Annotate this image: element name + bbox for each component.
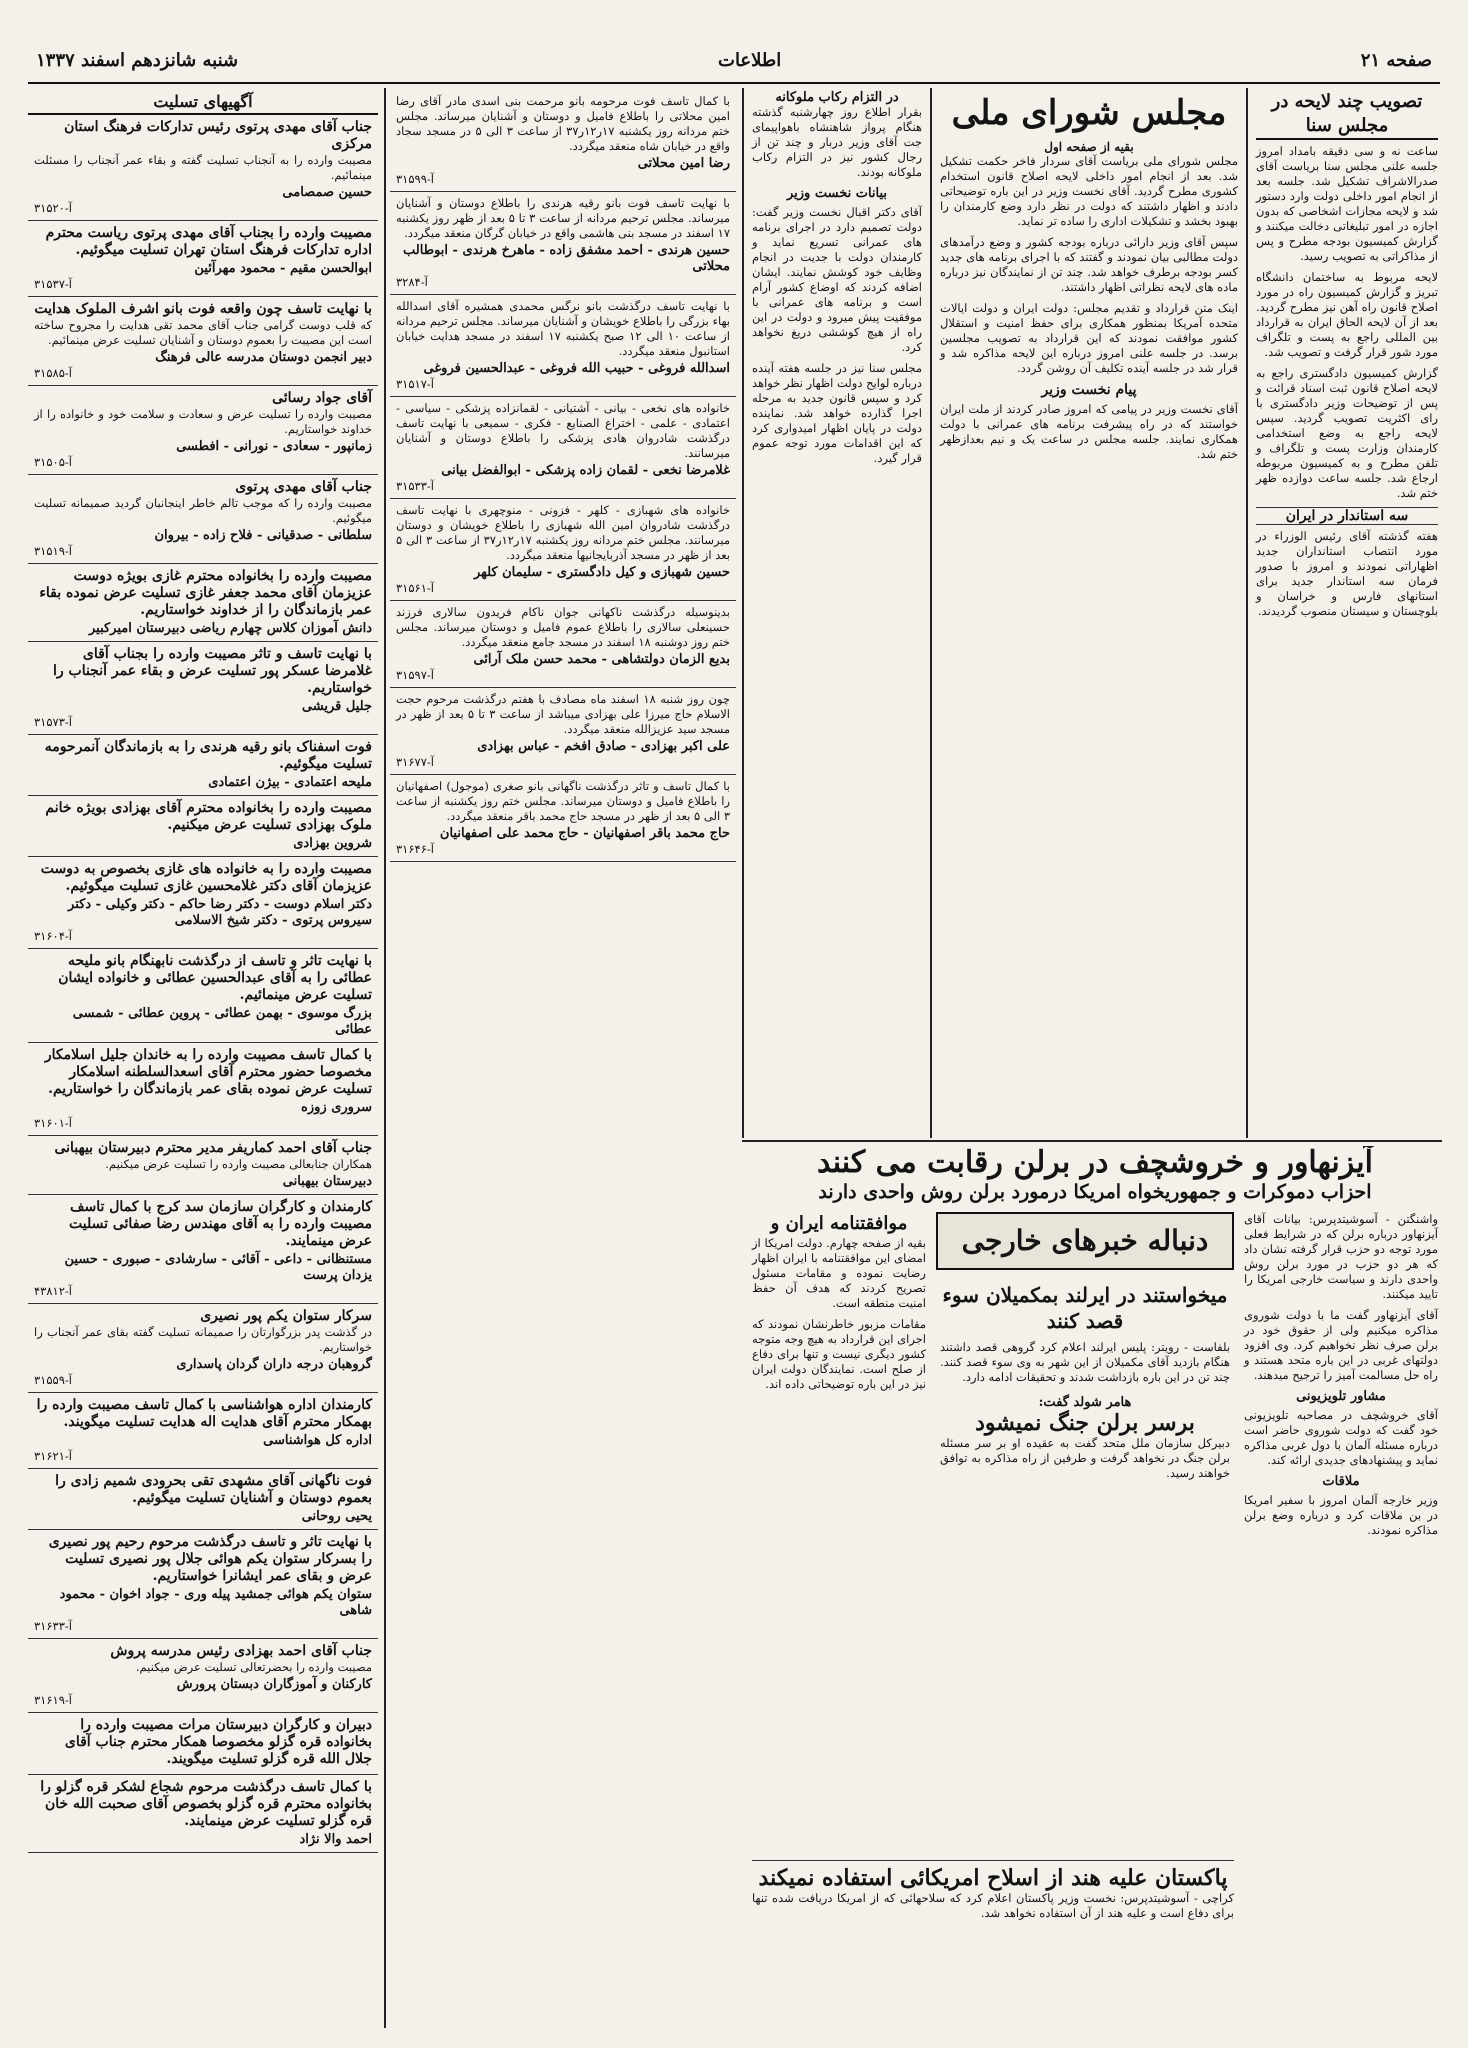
date-line: شنبه شانزدهم اسفند ۱۳۳۷ [36, 50, 239, 71]
ad-title: مصیبت وارده را بخانواده محترم آقای بهزادی بویژه خانم ملوک بهزادی تسلیت عرض میکنیم. [45, 800, 372, 833]
article-body: دبیرکل سازمان ملل متحد گفت به عقیده او بر سر مسئله برلن جنگ در نخواهد گرفت و طرفین از راه مذاکره به توافق خواهند رسید. [940, 1436, 1230, 1480]
article-body: لایحه مربوط به ساختمان دانشگاه تبریز و گزارش کمیسیون راه در مورد اصلاح قانون راه آهن نیز مطرح گردید. بعد از آن لایحه الحاق ایران به قرارداد بین المللی راجع به پست و تلگراف مورد شور قرار گرفت و تصویب شد. [1256, 270, 1438, 359]
iran-agreement-article [748, 1212, 930, 1592]
notice [390, 397, 736, 499]
notice [390, 775, 736, 862]
sub-headline: بیانات نخست وزیر [786, 186, 888, 201]
notice-text: بدینوسیله درگذشت ناکهانی جوان ناکام فریدون سالاری فرزند حسینعلی سالاری را باطلاع عموم فامیل و دوستان میرساند. مجلس ختم روز دوشنبه ۱۸ اسفند در مسجد جامع منعقد میگردد. [396, 605, 730, 649]
ad-code: آ-۳۱۵۰۵ [34, 455, 72, 469]
condolence-ad [28, 642, 378, 735]
notice-text: خانواده های شهبازی - کلهر - فزونی - منوچهری با نهایت تاسف درگذشت شادروان امین الله شهبازی را باطلاع خویشان و دوستان میرسانند. مجلس ختم مردانه روز یکشنبه ۱۷ر۱۲ر۳۷ از ساعت ۳ الی ۵ بعد از ظهر در مسجد آذربایجانیها منعقد میگردد. [396, 503, 730, 562]
ad-title: با نهایت تاثر و تاسف درگذشت مرحوم رحیم پور نصیری را بسرکار ستوان یکم هوائی جلال پور نصیری تسلیت عرض و بقای عمر ایشانرا خواستاریم. [48, 1534, 372, 1584]
notice [390, 688, 736, 775]
article-body: واشنگتن - آسوشیتدپرس: بیانات آقای آیزنهاور درباره برلن که در شرایط فعلی مورد توجه دو حزب قرار گرفته نشان داد که هر دو حزب در مورد برلن روش واحدی دارند و سیاست خارجی امریکا را تایید میکنند. [1244, 1212, 1438, 1301]
article-body: سپس آقای وزیر دارائی درباره بودجه کشور و وضع درآمدهای دولت مطالبی بیان نمودند و گفتند که با اجرای برنامه های جدید کسر بودجه برطرف خواهد شد. چند تن از نمایندگان نیز درباره ماده های لایحه نظراتی اظهار داشتند. [940, 235, 1238, 294]
ad-body: مصیبت وارده را بحضرتعالی تسلیت عرض میکنیم. [135, 1660, 372, 1674]
ad-title: فوت اسفناک بانو رقیه هرندی را به بازماندگان آنمرحومه تسلیت میگوئیم. [44, 739, 372, 772]
notice-text: با کمال تاسف و تاثر درگذشت ناگهانی بانو صغری (موجول) اصفهانیان را باطلاع فامیل و دوستان میرساند. مجلس ختم روز یکشنبه از ساعت ۳ الی ۵ بعد از ظهر در مسجد حاج محمد باقر منعقد میگردد. [396, 779, 730, 823]
ad-code: آ-۳۱۵۱۹ [34, 544, 72, 558]
condolence-ad [28, 735, 378, 796]
ad-signature: اداره کل هواشناسی [263, 1433, 372, 1448]
sub-headline: پیام نخست وزیر [1041, 382, 1137, 398]
ad-signature: گروهبان درجه داران گردان پاسداری [176, 1357, 372, 1372]
notice-signature: اسدالله فروغی - حبیب الله فروغی - عبدالحسین فروغی [423, 361, 730, 376]
article-body: آقای نخست وزیر در پیامی که امروز صادر کردند از ملت ایران خواستند که در راه پیشرفت برنامه های عمرانی با دولت همکاری نمایند. جلسه مجلس در ساعت یک و نیم بعدازظهر ختم شد. [940, 402, 1238, 461]
article-body: گزارش کمیسیون دادگستری راجع به لایحه اصلاح قانون ثبت اسناد قرائت و پس از توضیحات وزیر دادگستری با رای اکثریت تصویب گردید. سپس لایحه راجع به وضع استخدامی کارمندان وزارت پست و تلگراف و تلفن مطرح و به کمیسیون مربوطه ارجاع شد. جلسه ساعت دوازده ظهر ختم شد. [1256, 366, 1438, 500]
article-headline: در التزام رکاب ملوکانه [775, 90, 899, 105]
ad-code: آ-۴۳۸۱۲ [34, 1284, 72, 1298]
ad-signature: ملیحه اعتمادی - بیژن اعتمادی [208, 775, 372, 790]
ad-code: آ-۳۱۶۰۱ [34, 1116, 72, 1130]
ad-signature: مستنظانی - داعی - آقائی - سارشادی - صبوری - حسین یزدان پرست [64, 1252, 372, 1283]
ad-code: آ-۳۱۵۷۳ [34, 715, 72, 729]
pakistan-article [748, 1860, 1238, 2020]
ad-code: آ-۳۱۶۰۴ [34, 929, 72, 943]
condolence-ad [28, 297, 378, 386]
notice-code: آ-۳۱۵۳۳ [396, 479, 434, 493]
article-body: بقرار اطلاع روز چهارشنبه گذشته هنگام پرواز شاهنشاه باهواپیمای جت آقای وزیر دربار و چند تن از رجال کشور نیز در التزام رکاب ملوکانه بودند. [752, 105, 922, 179]
ad-code: آ-۳۱۶۲۱ [34, 1449, 72, 1463]
article-body: ساعت نه و سی دقیقه بامداد امروز جلسه علنی مجلس سنا بریاست آقای صدرالاشراف تشکیل شد. جلسه بعد از انجام امور داخلی دولت وارد دستور شد و لایحه مجازات اشخاصی که بدون اجازه در امور تبلیغاتی دخالت میکنند و گزارش کمیسیون بودجه مطرح و پس از مذاکراتی به تصویب رسید. [1256, 144, 1438, 263]
condolence-ad [28, 1530, 378, 1639]
condolence-ad [28, 221, 378, 297]
banner-subhead: احزاب دموکرات و جمهوریخواه امریکا درمورد برلن روش واحدی دارند [818, 1181, 1372, 1203]
notice [390, 295, 736, 397]
column-rule [384, 88, 386, 2028]
masthead [28, 44, 1440, 84]
sub-headline: مشاور تلویزیونی [1296, 1389, 1386, 1404]
ad-signature: سروری زوزه [301, 1100, 372, 1115]
ad-body: در گذشت پدر بزرگوارتان را صمیمانه تسلیت گفته بقای عمر آنجناب را خواستاریم. [34, 1325, 372, 1354]
sub-headline: سه استاندار در ایران [1256, 507, 1438, 525]
ad-signature: جلیل قریشی [301, 699, 372, 714]
notice-code: آ-۳۱۵۹۹ [396, 172, 434, 186]
notice-code: آ-۳۱۵۹۷ [396, 668, 434, 682]
article-headline: موافقتنامه ایران و [770, 1213, 908, 1234]
notice-signature: حسین شهبازی و کیل دادگستری - سلیمان کلهر [473, 565, 730, 580]
condolence-ad [28, 1043, 378, 1136]
article-body: آقای دکتر اقبال نخست وزیر گفت: دولت تصمیم دارد در اجرای برنامه های عمرانی تسریع نماید و کارمندان دولت با جدیت در انجام وظایف خود کوشش نمایند. ایشان اضافه کردند که اوضاع کشور آرام است و برنامه های عمرانی با موفقیت پیش میرود و دولت در این راه از هیچ کوششی دریغ نخواهد کرد. [752, 205, 922, 354]
article-body: آقای خروشچف در مصاحبه تلویزیونی خود گفت که دولت شوروی حاضر است درباره مسئله آلمان با دول غربی مذاکره نماید و پیشنهادهای جدیدی ارائه کند. [1244, 1408, 1438, 1467]
condolence-ad [28, 1639, 378, 1713]
ad-title: آقای جواد رسائی [272, 390, 372, 406]
notice [390, 192, 736, 295]
notice-text: با نهایت تاسف درگذشت بانو نرگس محمدی همشیره آقای اسدالله بهاء بزرگی را باطلاع خویشان و آشنایان میرساند. مجلس ترحیم مردانه از ساعت ۱۰ الی ۱۲ صبح یکشنبه ۱۷ اسفند در مسجد هدایت خیابان استانبول منعقد میگردد. [396, 299, 730, 358]
condolence-ad [28, 1195, 378, 1304]
macmillan-article [936, 1276, 1234, 1856]
ad-title: مصیبت وارده را بخانواده محترم غازی بویژه دوست عزیزمان آقای محمد جعفر غازی تسلیت عرض نموده بقاء عمر بازماندگان را از خداوند خواستاریم. [39, 568, 372, 618]
notice-text: با نهایت تاسف فوت بانو رقیه هرندی را باطلاع دوستان و آشنایان میرساند. مجلس ترحیم مردانه از ساعت ۳ تا ۵ بعد از ظهر روز یکشنبه ۱۷ اسفند در مسجد بنی هاشمی واقع در خیابان گرگان منعقد میگردد. [396, 196, 730, 240]
ad-signature: حسین صمصامی [282, 185, 372, 200]
royal-entourage-article [748, 90, 926, 1135]
column-rule [742, 88, 744, 1138]
condolence-ad [28, 1393, 378, 1469]
condolence-ad [28, 1775, 378, 1853]
article-body: مجلس سنا نیز در جلسه هفته آینده درباره لوایح دولت اظهار نظر خواهد کرد و سپس قانون جدید به مرحله اجرا گذارده خواهد شد. نماینده دولت در پایان اظهار امیدواری کرد که این اقدامات مورد توجه عموم قرار گیرد. [751, 361, 922, 465]
article-headline: میخواستند در ایرلند بمکمیلان سوء قصد کنند [942, 1283, 1228, 1333]
ad-signature: دانش آموزان کلاس چهارم ریاضی دبیرستان امیرکبیر [88, 621, 372, 636]
ad-title: دبیران و کارگران دبیرستان مرات مصیبت وارده را بخانواده قره گزلو مخصوصا همکار محترم جناب آقای جلال الله قره گزلو تسلیت میگویند. [64, 1717, 372, 1767]
ad-signature: ستوان یکم هوائی جمشید پیله وری - جواد اخوان - محمود شاهی [59, 1587, 372, 1618]
ad-body: همکاران جنابعالی مصیبت وارده را تسلیت عرض میکنیم. [105, 1157, 372, 1171]
condolence-header: آگهیهای تسلیت [28, 90, 378, 115]
condolence-ad [28, 949, 378, 1043]
notice-signature: بدیع الزمان دولتشاهی - محمد حسن ملک آرائی [473, 652, 730, 667]
condolence-ad [28, 1304, 378, 1393]
notice-code: آ-۳۱۵۱۷ [396, 377, 434, 391]
condolence-ad [28, 564, 378, 642]
ad-title: فوت ناگهانی آقای مشهدی تقی بحرودی شمیم زادی را بعموم دوستان و آشنایان تسلیت میگوئیم. [55, 1473, 372, 1506]
sub-headline: هامر شولد گفت: [1038, 1395, 1132, 1410]
article-headline: تصویب چند لایحه در مجلس سنا [1256, 90, 1438, 140]
article-headline: پاکستان علیه هند از اسلاح امریکائی استفاده نمیکند [752, 1860, 1234, 1891]
sub-headline: ملاقات [1322, 1474, 1360, 1489]
notice [390, 90, 736, 192]
ad-title: با نهایت تاسف چون واقعه فوت بانو اشرف الملوک هدایت [34, 301, 372, 317]
ad-title: جناب آقای احمد بهزادی رئیس مدرسه پروش [110, 1643, 372, 1659]
article-body: بلفاست - رویتر: پلیس ایرلند اعلام کرد گروهی قصد داشتند هنگام بازدید آقای مکمیلان از این شهر به وی سوء قصد کنند. چند تن در این باره بازداشت شدند و تحقیقات ادامه دارد. [940, 1340, 1230, 1384]
notice-code: آ-۳۱۶۷۷ [396, 755, 434, 769]
obituary-notices-column [390, 90, 736, 2025]
ad-title: با کمال تاسف درگذشت مرحوم شجاع لشکر قره گزلو را بخانواده محترم قره گزلو بخصوص آقای صحبت الله خان قره گزلو تسلیت عرض مینمایند. [40, 1779, 372, 1829]
ad-signature: دبیرستان بیهبانی [282, 1174, 372, 1189]
article-headline: مجلس شورای ملی [951, 93, 1227, 133]
page-number: صفحه ۲۱ [1360, 50, 1432, 71]
article-body: هفته گذشته آقای رئیس الوزراء در مورد انتصاب استانداران جدید اظهاراتی نمودند و امروز با صدور فرمان سه استاندار جدید برای استانهای فارس و خراسان و بلوچستان و سیستان منصوب گردیدند. [1256, 529, 1438, 618]
senate-article [1252, 90, 1442, 1135]
ad-signature: کارکنان و آموزگاران دبستان پرورش [176, 1677, 372, 1692]
ad-code: آ-۳۱۵۳۷ [34, 277, 72, 291]
ad-signature: دبیر انجمن دوستان مدرسه عالی فرهنگ [155, 350, 372, 365]
ad-title: مصیبت وارده را بجناب آقای مهدی پرتوی ریاست محترم اداره تدارکات فرهنگ استان تهران تسلیت میگوئیم. [45, 225, 372, 258]
ad-signature: زمانپور - سعادی - نورانی - افطسی [176, 439, 372, 454]
notice [390, 499, 736, 601]
condolence-ads-column [28, 90, 378, 2025]
continued-note: بقیه از صفحه اول [1044, 140, 1134, 154]
article-body: بقیه از صفحه چهارم. دولت امریکا از امضای این موافقتنامه با ایران اظهار رضایت نموده و مقامات مسئول تصریح کردند که هدف آن حفظ امنیت منطقه است. [752, 1236, 926, 1310]
ad-title: با نهایت تاثر و تاسف از درگذشت نابهنگام بانو ملیحه عطائی را به آقای عبدالحسین عطائی و خانواده ایشان تسلیت عرض مینمائیم. [58, 953, 372, 1003]
column-rule [930, 88, 932, 1138]
ad-title: با نهایت تاسف و تاثر مصیبت وارده را بجناب آقای غلامرضا عسکر پور تسلیت عرض و بقاء عمر آنجناب را خواستاریم. [52, 646, 372, 696]
notice-signature: حسین هرندی - احمد مشفق زاده - ماهرخ هرندی - ابوطالب محلاتی [403, 243, 730, 274]
ad-title: جناب آقای مهدی پرتوی [235, 479, 372, 495]
ad-code: آ-۳۱۵۵۹ [34, 1373, 72, 1387]
paper-name: اطلاعات [718, 50, 782, 71]
ad-code: آ-۳۱۵۸۵ [34, 366, 72, 380]
ad-signature: شروین بهزادی [293, 836, 372, 851]
notice-text: چون روز شنبه ۱۸ اسفند ماه مصادف با هفتم درگذشت مرحوم حجت الاسلام حاج میرزا علی بهزادی میباشد از ساعت ۳ تا ۵ بعد از ظهر در مسجد سید عزیزالله منعقد میگردد. [396, 692, 730, 736]
ad-signature: یحیی روحانی [301, 1509, 372, 1524]
condolence-ad [28, 1136, 378, 1195]
ad-code: آ-۳۱۶۱۹ [34, 1693, 72, 1707]
ad-code: آ-۳۱۵۲۰ [34, 201, 72, 215]
ad-signature: احمد والا نژاد [299, 1832, 372, 1847]
notice-signature: حاج محمد باقر اصفهانیان - حاج محمد علی اصفهانیان [439, 826, 730, 841]
ad-body: مصیبت وارده را به آنجناب تسلیت گفته و بقاء عمر آنجناب را مسئلت مینمائیم. [34, 153, 372, 182]
article-body: مجلس شورای ملی بریاست آقای سردار فاخر حکمت تشکیل شد. بعد از انجام امور داخلی لایحه اصلاح قانون استخدام کشوری مطرح گردید. آقای نخست وزیر در این باره توضیحاتی دادند و اظهار داشتند که دولت در نظر دارد وضع کارمندان را بهبود بخشد و تشکیلات اداری را ساده تر نماید. [940, 154, 1238, 228]
notice [390, 601, 736, 688]
article-body: کراچی - آسوشیتدپرس: نخست وزیر پاکستان اعلام کرد که سلاحهائی که از امریکا دریافت شده تنها برای دفاع است و علیه هند از آن استفاده نخواهد شد. [752, 1891, 1234, 1920]
sub-headline-large: برسر برلن جنگ نمیشود [975, 1410, 1195, 1436]
banner-headline: آیزنهاور و خروشچف در برلن رقابت می کنند [817, 1146, 1373, 1180]
notice-signature: علی اکبر بهزادی - صادق افخم - عباس بهزادی [477, 739, 730, 754]
condolence-ad [28, 475, 378, 564]
ad-body: مصیبت وارده را که موجب تالم خاطر اینجانبان گردید صمیمانه تسلیت میگوئیم. [34, 496, 372, 525]
ad-body: که قلب دوست گرامی جناب آقای محمد تقی هدایت را مجروح ساخته است این مصیبت را بعموم دوستان و آشنایان تسلیت عرض مینمائیم. [34, 318, 372, 347]
condolence-ad [28, 796, 378, 857]
notice-text: خانواده های نخعی - بیانی - آشتیانی - لقمانزاده پزشکی - سیاسی - اعتمادی - علمی - اختراع الصنایع - فکری - سمیعی با نهایت تاسف درگذشت شادروان هادی پزشکی را باطلاع دوستان و آشنایان میرسانند. [396, 401, 730, 460]
condolence-ad [28, 115, 378, 221]
ad-code: آ-۳۱۶۳۳ [34, 1619, 72, 1633]
column-rule [1246, 88, 1248, 1138]
condolence-ad [28, 857, 378, 949]
article-body: اینک متن قرارداد و تقدیم مجلس: دولت ایران و دولت ایالات متحده آمریکا بمنظور همکاری برای حفظ امنیت و استقلال کشور موافقت نمودند که این قرارداد به تصویب مجلسین برسد. در جلسه علنی امروز درباره این لایحه مذاکره شد و قرار شد در جلسه آینده تکلیف آن روشن گردد. [940, 301, 1238, 375]
notice-text: با کمال تاسف فوت مرحومه بانو مرحمت بنی اسدی مادر آقای رضا امین محلاتی را باطلاع فامیل و دوستان و آشنایان میرساند. مجلس ختم مردانه روز یکشنبه ۱۷ر۱۲ر۳۷ از ساعت ۳ الی ۵ در مسجد سجاد واقع در خیابان شاه منعقد میگردد. [396, 94, 730, 153]
ad-signature: سلطانی - صدقیانی - فلاح زاده - بیروان [154, 528, 372, 543]
notice-code: آ-۳۱۶۴۶ [396, 842, 434, 856]
ad-title: با کمال تاسف مصیبت وارده را به خاندان جلیل اسلامکار مخصوصا حضور محترم آقای اسعدالسلطنه اسلامکار تسلیت عرض نموده بقای عمر بازماندگان را خواستاریم. [44, 1047, 372, 1097]
condolence-ad [28, 1469, 378, 1530]
notice-code: آ-۳۲۸۴ [396, 275, 428, 289]
ad-title: جناب آقای مهدی پرتوی رئیس تدارکات فرهنگ استان مرکزی [64, 119, 372, 152]
notice-code: آ-۳۱۵۶۱ [396, 581, 434, 595]
ad-signature: ابوالحسن مقیم - محمود مهرآئین [194, 261, 372, 276]
article-body: وزیر خارجه آلمان امروز با سفیر امریکا در بن ملاقات کرد و درباره وضع برلن مذاکره نمودند. [1244, 1493, 1438, 1537]
notice-signature: غلامرضا نخعی - لقمان زاده پزشکی - ابوالفضل بیانی [441, 463, 730, 478]
ad-signature: دکتر اسلام دوست - دکتر رضا حاکم - دکتر وکیلی - دکتر سیروس پرتوی - دکتر شیخ الاسلامی [68, 897, 372, 928]
foreign-news-section-title [936, 1212, 1234, 1270]
berlin-article [1240, 1212, 1442, 2022]
article-body: مقامات مزبور خاطرنشان نمودند که اجرای این قرارداد به هیچ وجه متوجه کشور دیگری نیست و تنها برای دفاع از صلح است. نمایندگان دولت ایران نیز در این باره توضیحاتی داده اند. [752, 1317, 926, 1391]
section-title-text: دنباله خبرهای خارجی [961, 1224, 1209, 1257]
ad-title: سرکار ستوان یکم پور نصیری [200, 1308, 372, 1324]
condolence-ad [28, 1713, 378, 1775]
condolence-ad [28, 386, 378, 475]
ad-body: مصیبت وارده را تسلیت عرض و سعادت و سلامت خود و خانواده را از خداوند خواستاریم. [34, 407, 372, 436]
ad-title: کارمندان و کارگران سازمان سد کرج با کمال تاسف مصیبت وارده را به آقای مهندس رضا صفائی تسلیت عرض مینمایند. [69, 1199, 372, 1249]
ad-title: مصیبت وارده را به خانواده های غازی بخصوص به دوست عزیزمان آقای دکتر غلامحسین غازی تسلیت میگوئیم. [40, 861, 372, 894]
ad-title: کارمندان اداره هواشناسی با کمال تاسف مصیبت وارده را بهمکار محترم آقای هدایت اله هدایت تسلیت میگویند. [36, 1397, 372, 1430]
section-rule [742, 1140, 1442, 1142]
ad-title: جناب آقای احمد کماریفر مدیر محترم دبیرستان بیهبانی [54, 1140, 372, 1156]
notice-signature: رضا امین محلاتی [637, 156, 730, 171]
article-body: آقای آیزنهاور گفت ما با دولت شوروی مذاکره میکنیم ولی از حقوق خود در برلن صرف نظر نخواهیم کرد. وی افزود دولتهای غربی در این باره متحد هستند و راه حل مسالمت آمیز را ترجیح میدهند. [1244, 1308, 1438, 1382]
parliament-article [936, 90, 1242, 1135]
berlin-banner [748, 1146, 1442, 1208]
ad-signature: بزرگ موسوی - بهمن عطائی - پروین عطائی - شمسی عطائی [72, 1006, 372, 1037]
